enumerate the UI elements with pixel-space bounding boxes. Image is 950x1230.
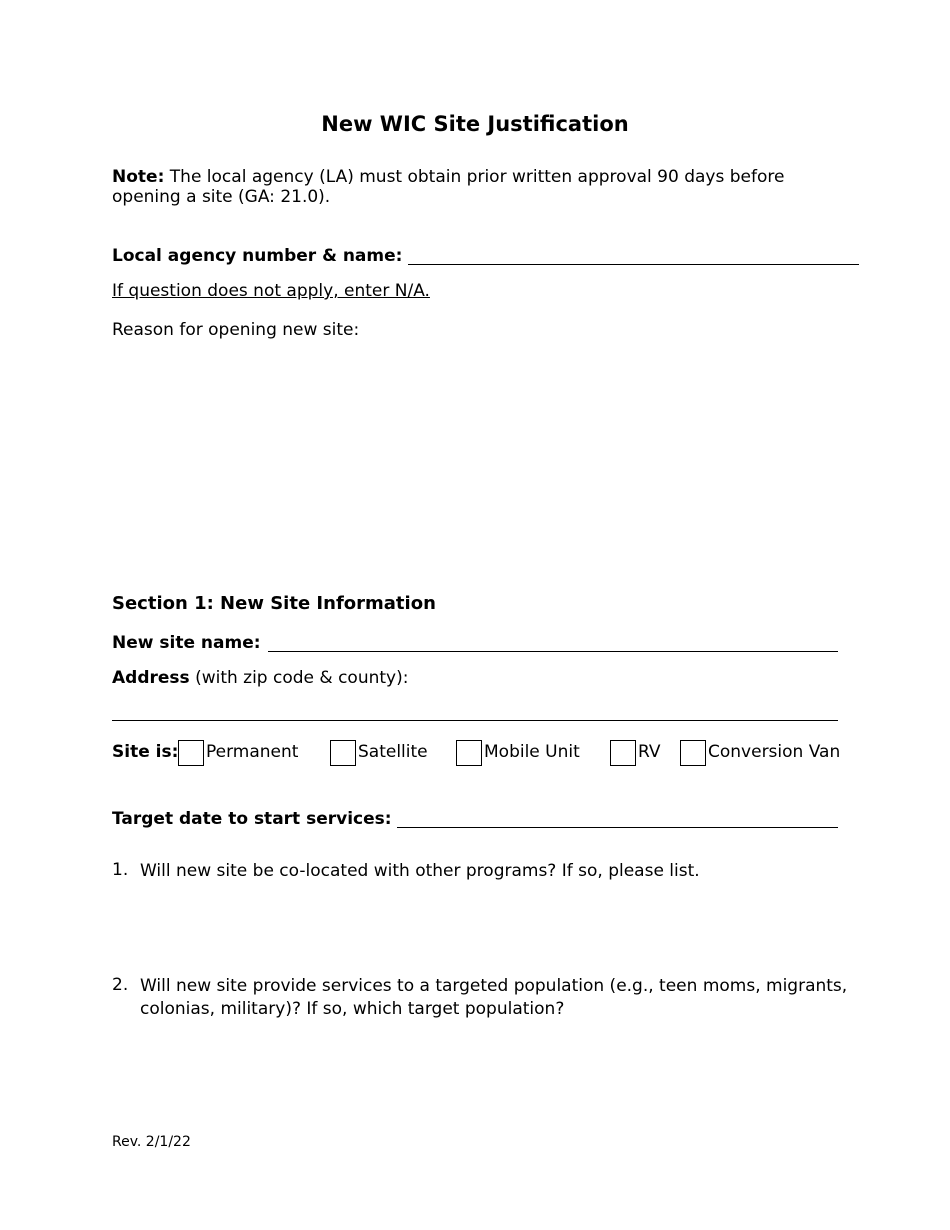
revision-date: Rev. 2/1/22: [112, 1134, 191, 1150]
target-date-label: Target date to start services:: [112, 809, 392, 829]
question-2-answer-field[interactable]: [140, 1026, 860, 1116]
checkbox-rv[interactable]: [610, 740, 636, 766]
reason-field[interactable]: [112, 345, 852, 575]
address-field[interactable]: [112, 720, 838, 721]
question-1-number: 1.: [112, 860, 129, 880]
option-conversion-van-label: Conversion Van: [708, 742, 841, 762]
option-mobile-unit-label: Mobile Unit: [484, 742, 580, 762]
section-1-title: Section 1: New Site Information: [112, 593, 436, 614]
checkbox-conversion-van[interactable]: [680, 740, 706, 766]
question-1-answer-field[interactable]: [140, 888, 860, 968]
target-date-field[interactable]: [397, 827, 838, 828]
question-2-number: 2.: [112, 975, 129, 995]
question-2-text: Will new site provide services to a targeted population (e.g., teen moms, migrants, colonias, military)? If so, which target population?: [140, 976, 848, 1019]
local-agency-label: Local agency number & name:: [112, 246, 403, 266]
address-label-row: [112, 668, 408, 688]
option-satellite-label: Satellite: [358, 742, 428, 762]
site-name-field[interactable]: [268, 651, 838, 652]
na-instruction: If question does not apply, enter N/A.: [112, 281, 430, 301]
reason-label: Reason for opening new site:: [112, 320, 360, 340]
option-rv-label: RV: [638, 742, 661, 762]
site-is-label: Site is:: [112, 742, 179, 762]
page-title: New WIC Site Justification: [321, 112, 629, 136]
address-label: Address: [112, 668, 190, 688]
address-hint: (with zip code & county):: [195, 668, 409, 688]
note-text: The local agency (LA) must obtain prior written approval 90 days before opening a site (GA: 21.0).: [112, 167, 785, 207]
option-permanent-label: Permanent: [206, 742, 299, 762]
note-paragraph: [112, 167, 852, 207]
site-name-label: New site name:: [112, 633, 261, 653]
checkbox-satellite[interactable]: [330, 740, 356, 766]
checkbox-permanent[interactable]: [178, 740, 204, 766]
question-1-text: Will new site be co-located with other programs? If so, please list.: [140, 861, 700, 881]
checkbox-mobile-unit[interactable]: [456, 740, 482, 766]
local-agency-field[interactable]: [408, 264, 859, 265]
note-label: Note:: [112, 167, 165, 187]
